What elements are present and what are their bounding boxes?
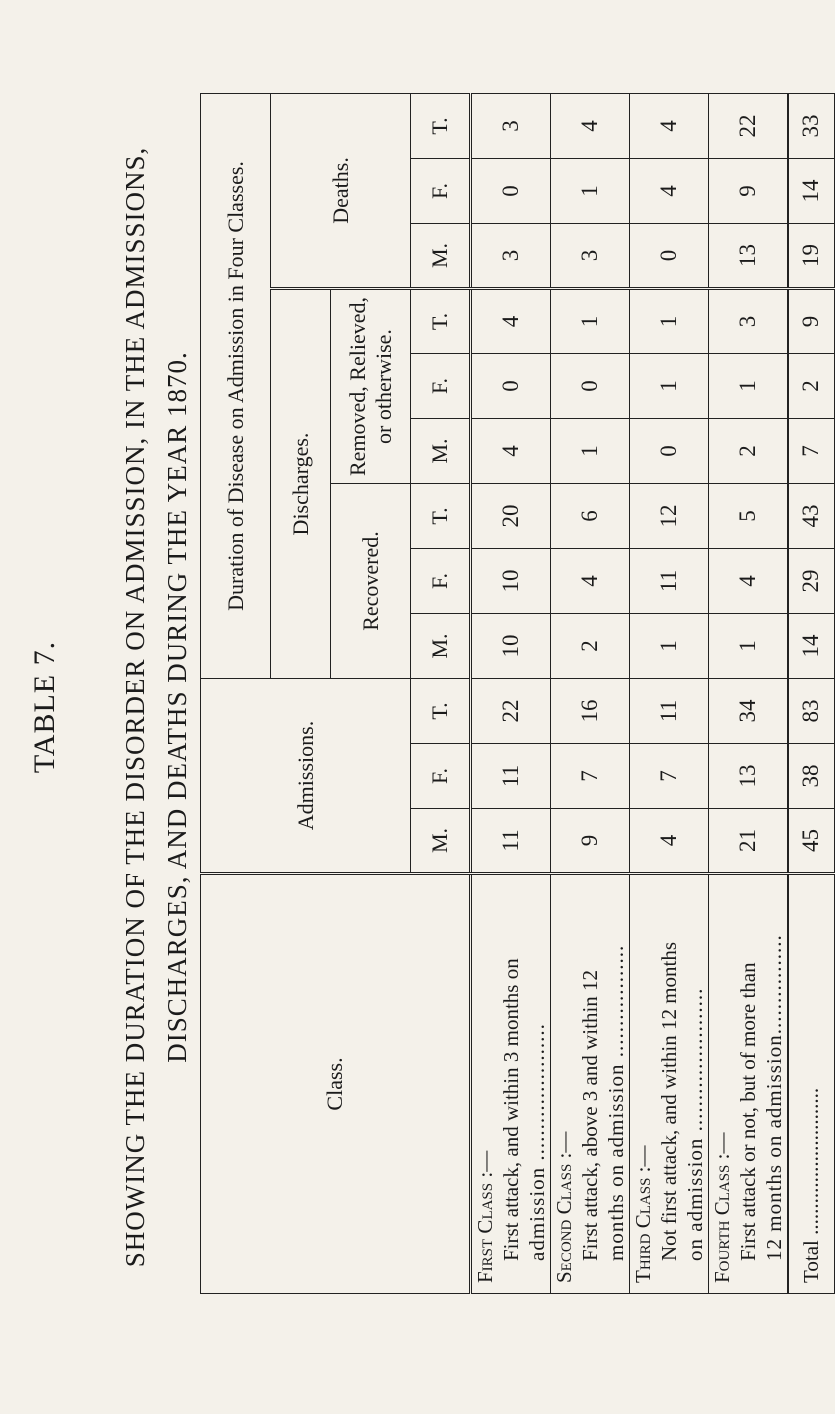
cell: 2 [709, 419, 789, 484]
class-desc-2: on admission ....................... [683, 987, 707, 1261]
cell: 22 [471, 679, 551, 744]
cell: 11 [630, 679, 709, 744]
cell: 3 [471, 224, 551, 289]
class-label [471, 874, 551, 1294]
total-cell: 83 [788, 679, 834, 744]
cell: 4 [551, 549, 630, 614]
cell: 0 [630, 224, 709, 289]
cell: 1 [551, 289, 630, 354]
cell: 1 [709, 354, 789, 419]
class-desc-2: 12 months on admission................ [762, 934, 786, 1261]
table-row [551, 93, 630, 1293]
class-desc-2: months on admission .................. [604, 944, 628, 1261]
admissions-f-header: F. [411, 744, 471, 809]
cell: 11 [630, 549, 709, 614]
total-cell: 2 [788, 354, 834, 419]
deaths-f-header: F. [411, 159, 471, 224]
cell: 0 [630, 419, 709, 484]
total-cell: 19 [788, 224, 834, 289]
total-cell: 29 [788, 549, 834, 614]
cell: 3 [551, 224, 630, 289]
recovered-header: Recovered. [331, 484, 411, 679]
cell: 4 [551, 93, 630, 158]
deaths-header: Deaths. [271, 93, 411, 288]
total-row [788, 93, 834, 1293]
total-cell: 33 [788, 93, 834, 158]
cell: 4 [709, 549, 789, 614]
class-header: Class. [201, 874, 471, 1294]
class-desc-2: admission ...................... [525, 1023, 549, 1261]
class-name: First Class :— [473, 1150, 497, 1283]
class-name: Fourth Class :— [710, 1132, 734, 1283]
class-desc-1: First attack, above 3 and within 12 [578, 969, 602, 1261]
cell: 7 [551, 744, 630, 809]
total-cell: 38 [788, 744, 834, 809]
removed-f-header: F. [411, 354, 471, 419]
class-name: Third Class :— [631, 1145, 655, 1283]
cell: 1 [551, 159, 630, 224]
table-row [471, 93, 551, 1293]
table-row [630, 93, 709, 1293]
cell: 10 [471, 549, 551, 614]
cell: 13 [709, 744, 789, 809]
cell: 4 [630, 93, 709, 158]
cell: 12 [630, 484, 709, 549]
cell: 6 [551, 484, 630, 549]
cell: 21 [709, 809, 789, 874]
cell: 2 [551, 614, 630, 679]
cell: 5 [709, 484, 789, 549]
deaths-t-header: T. [411, 93, 471, 158]
class-label [709, 874, 789, 1294]
admissions-header: Admissions. [201, 679, 411, 874]
cell: 7 [630, 744, 709, 809]
total-cell: 9 [788, 289, 834, 354]
cell: 22 [709, 93, 789, 158]
recovered-t-header: T. [411, 484, 471, 549]
total-label: Total ............................ [788, 874, 834, 1294]
duration-header: Duration of Disease on Admission in Four Classes. [201, 93, 271, 678]
cell: 34 [709, 679, 789, 744]
cell: 3 [471, 93, 551, 158]
admissions-t-header: T. [411, 679, 471, 744]
cell: 11 [471, 744, 551, 809]
cell: 9 [709, 159, 789, 224]
cell: 20 [471, 484, 551, 549]
total-cell: 14 [788, 614, 834, 679]
deaths-m-header: M. [411, 224, 471, 289]
removed-header: Removed, Relieved, or otherwise. [331, 289, 411, 484]
class-desc-1: First attack or not, but of more than [736, 962, 760, 1261]
removed-t-header: T. [411, 289, 471, 354]
cell: 0 [471, 354, 551, 419]
cell: 1 [709, 614, 789, 679]
cell: 1 [630, 354, 709, 419]
cell: 16 [551, 679, 630, 744]
cell: 0 [471, 159, 551, 224]
cell: 1 [551, 419, 630, 484]
title-line-1: SHOWING THE DURATION OF THE DISORDER ON ADMISSION, IN THE ADMISSIONS, [120, 146, 150, 1268]
total-cell: 14 [788, 159, 834, 224]
admissions-m-header: M. [411, 809, 471, 874]
cell: 0 [551, 354, 630, 419]
total-cell: 43 [788, 484, 834, 549]
cell: 3 [709, 289, 789, 354]
class-label [551, 874, 630, 1294]
cell: 4 [471, 419, 551, 484]
class-desc-1: First attack, and within 3 months on [499, 958, 523, 1261]
total-cell: 45 [788, 809, 834, 874]
total-cell: 7 [788, 419, 834, 484]
cell: 10 [471, 614, 551, 679]
cell: 1 [630, 289, 709, 354]
table-label: TABLE 7. [28, 640, 61, 774]
class-desc-1: Not first attack, and within 12 months [657, 941, 681, 1261]
cell: 4 [471, 289, 551, 354]
recovered-f-header: F. [411, 549, 471, 614]
removed-m-header: M. [411, 419, 471, 484]
cell: 4 [630, 159, 709, 224]
cell: 13 [709, 224, 789, 289]
recovered-m-header: M. [411, 614, 471, 679]
cell: 11 [471, 809, 551, 874]
discharges-header: Discharges. [271, 289, 331, 679]
data-table [200, 93, 835, 1294]
cell: 1 [630, 614, 709, 679]
class-name: Second Class :— [552, 1131, 576, 1283]
cell: 4 [630, 809, 709, 874]
class-label [630, 874, 709, 1294]
title-line-2: DISCHARGES, AND DEATHS DURING THE YEAR 1870. [162, 351, 192, 1063]
cell: 9 [551, 809, 630, 874]
table-row [709, 93, 789, 1293]
